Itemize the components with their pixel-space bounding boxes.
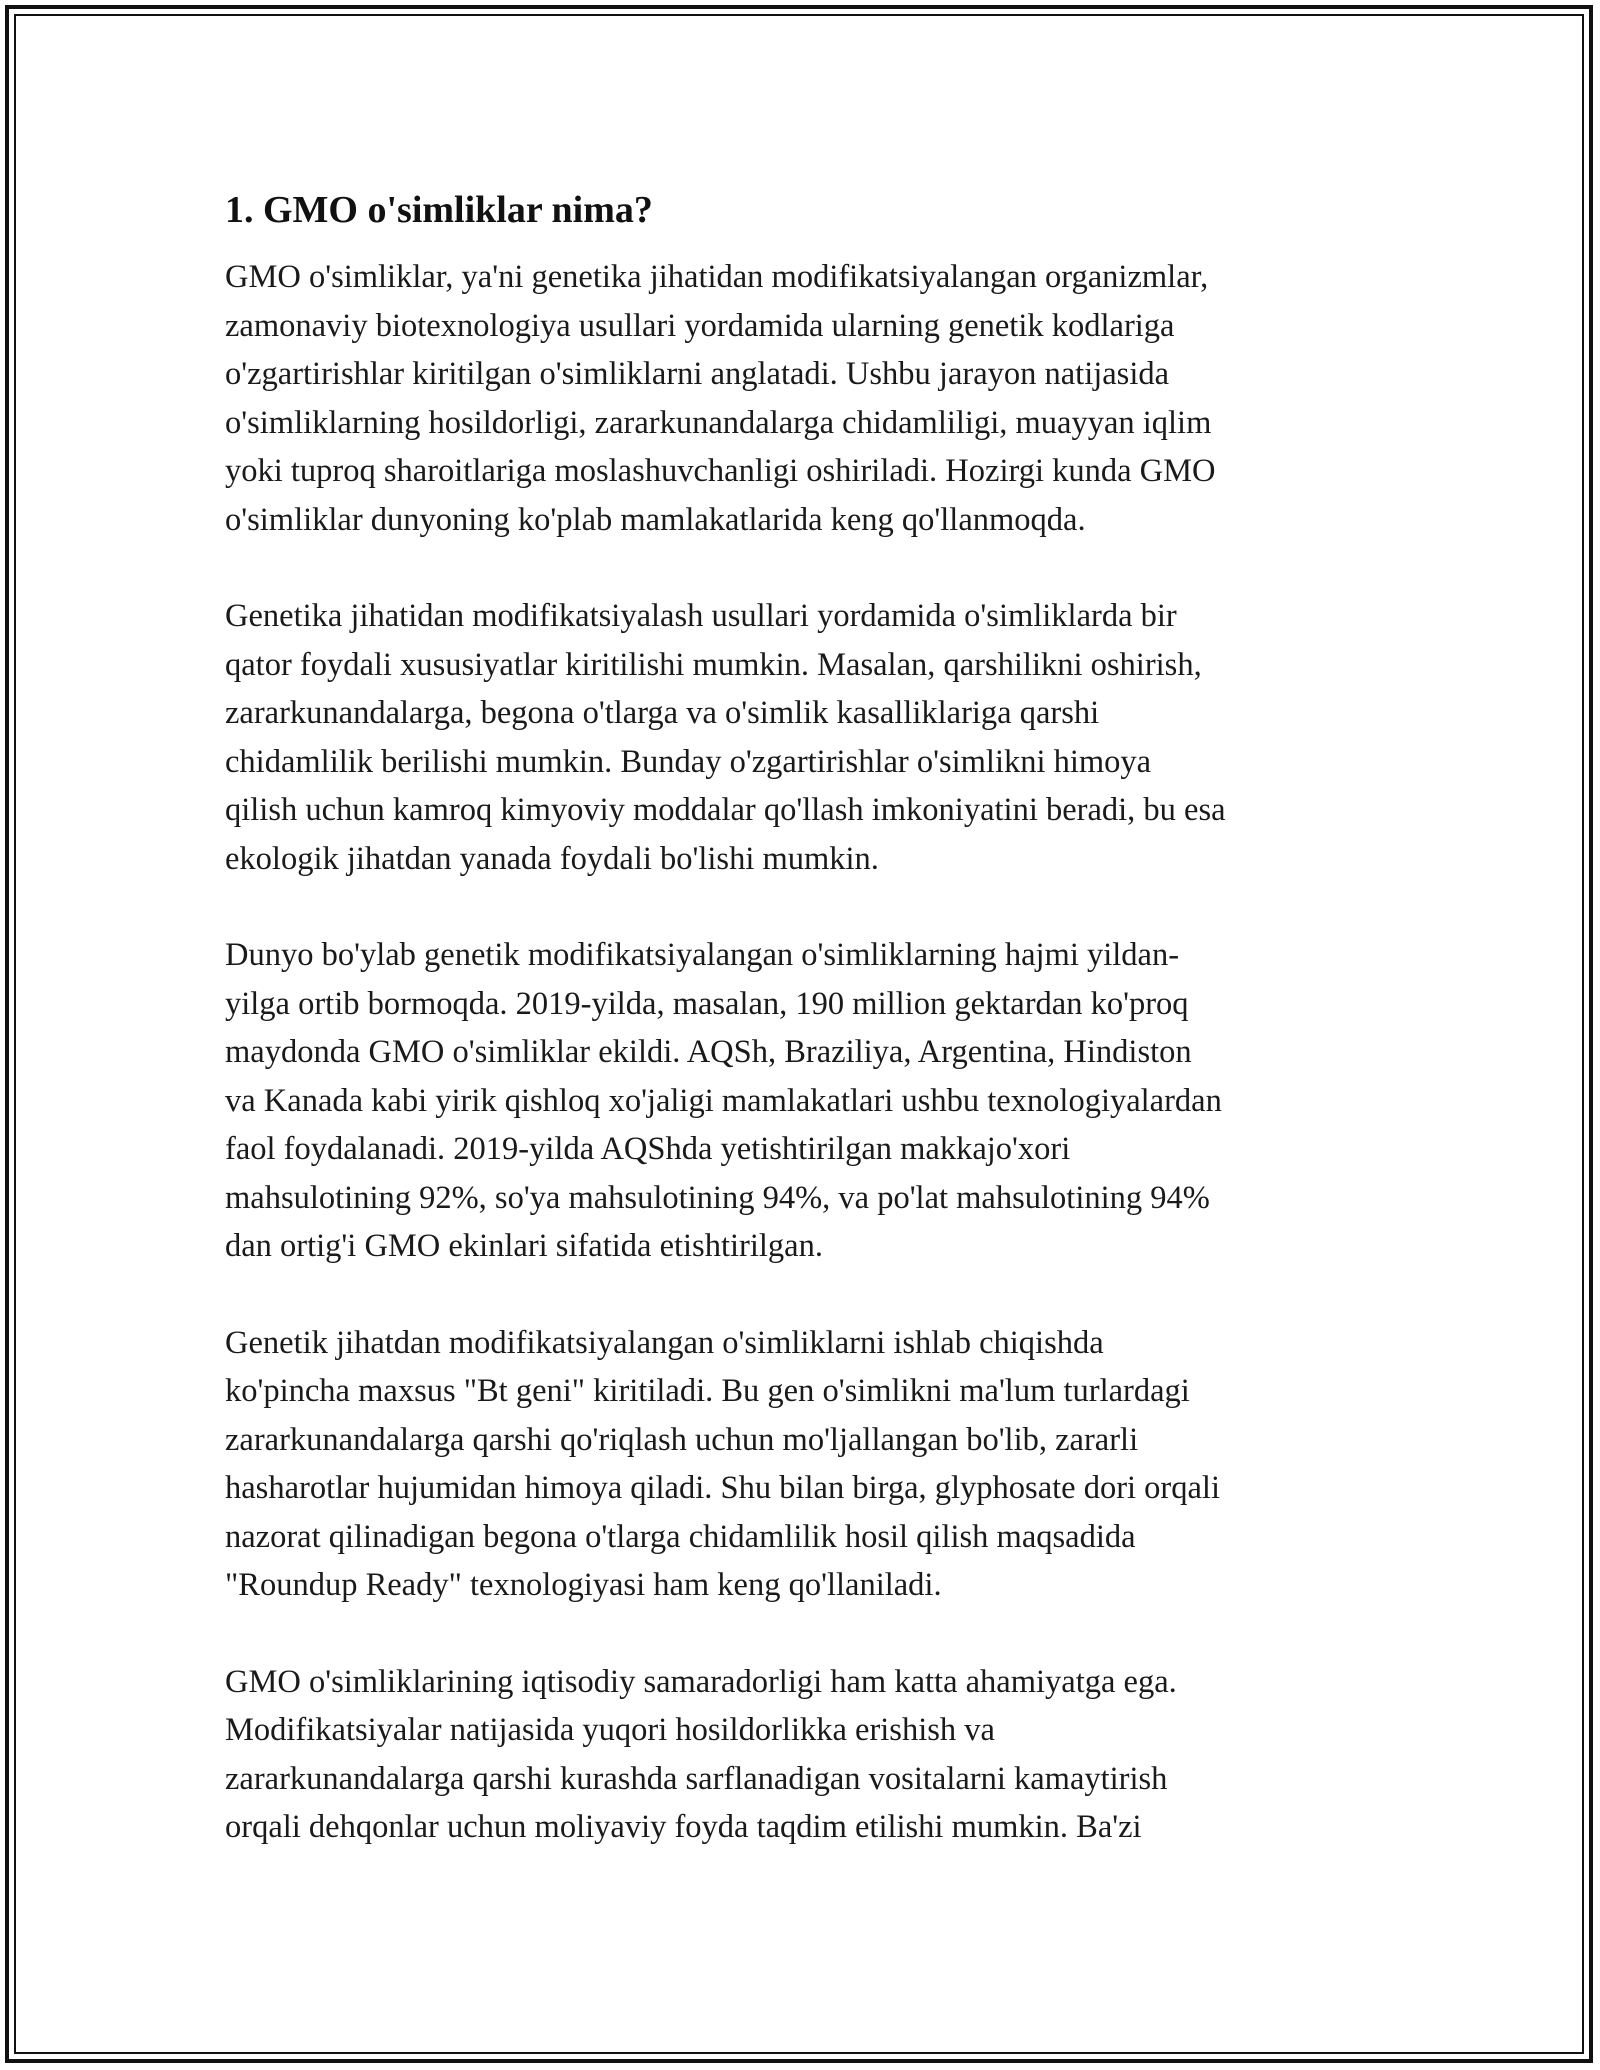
paragraph-line: hasharotlar hujumidan himoya qiladi. Shu bilan birga, glyphosate dori orqali <box>225 1470 1220 1506</box>
paragraph-1 <box>225 253 1375 544</box>
paragraph-line: chidamlilik berilishi mumkin. Bunday o'zgartirishlar o'simlikni himoya <box>225 743 1152 780</box>
paragraph-line: o'zgartirishlar kiritilgan o'simliklarni anglatadi. Ushbu jarayon natijasida <box>225 356 1170 392</box>
paragraph-line: Genetik jihatdan modifikatsiyalangan o'simliklarni ishlab chiqishda <box>225 1324 1104 1361</box>
paragraph-line: faol foydalanadi. 2019-yilda AQShda yetishtirilgan makkajo'xori <box>225 1131 1071 1167</box>
paragraph-line: dan ortig'i GMO ekinlari sifatida etishtirilgan. <box>225 1228 823 1264</box>
paragraph-2 <box>225 592 1375 883</box>
paragraph-line: qilish uchun kamroq kimyoviy moddalar qo'llash imkoniyatini beradi, bu esa <box>225 792 1226 828</box>
paragraph-line: o'simliklarning hosildorligi, zararkunandalarga chidamliligi, muayyan iqlim <box>225 404 1212 441</box>
paragraph-line: zamonaviy biotexnologiya usullari yordamida ularning genetik kodlariga <box>225 307 1175 344</box>
paragraph-line: zararkunandalarga qarshi kurashda sarflanadigan vositalarni kamaytirish <box>225 1760 1168 1797</box>
paragraph-line: GMO o'simliklarining iqtisodiy samaradorligi ham katta ahamiyatga ega. <box>225 1663 1177 1700</box>
section-title: 1. GMO o'simliklar nima? <box>225 189 653 231</box>
paragraph-4 <box>225 1319 1375 1610</box>
paragraph-5 <box>225 1658 1375 1852</box>
paragraph-line: Modifikatsiyalar natijasida yuqori hosildorlikka erishish va <box>225 1712 995 1748</box>
paragraph-line: qator foydali xususiyatlar kiritilishi mumkin. Masalan, qarshilikni oshirish, <box>225 646 1202 683</box>
paragraph-3 <box>225 931 1375 1271</box>
paragraph-line: maydonda GMO o'simliklar ekildi. AQSh, Braziliya, Argentina, Hindiston <box>225 1034 1192 1070</box>
paragraph-line: yoki tuproq sharoitlariga moslashuvchanligi oshiriladi. Hozirgi kunda GMO <box>225 453 1216 489</box>
paragraph-line: ko'pincha maxsus "Bt geni" kiritiladi. Bu gen o'simlikni ma'lum turlardagi <box>225 1373 1190 1409</box>
paragraph-line: o'simliklar dunyoning ko'plab mamlakatlarida keng qo'llanmoqda. <box>225 501 1086 538</box>
paragraph-line: mahsulotining 92%, so'ya mahsulotining 94%, va po'lat mahsulotining 94% <box>225 1179 1210 1216</box>
paragraph-line: "Roundup Ready" texnologiyasi ham keng qo'llaniladi. <box>225 1567 942 1603</box>
paragraph-line: yilga ortib bormoqda. 2019-yilda, masalan, 190 million gektardan ko'proq <box>225 985 1189 1022</box>
paragraph-line: zararkunandalarga, begona o'tlarga va o'simlik kasalliklariga qarshi <box>225 695 1100 731</box>
paragraph-line: Dunyo bo'ylab genetik modifikatsiyalangan o'simliklarning hajmi yildan- <box>225 937 1180 973</box>
paragraph-line: zararkunandalarga qarshi qo'riqlash uchun mo'ljallangan bo'lib, zararli <box>225 1421 1139 1458</box>
paragraph-line: nazorat qilinadigan begona o'tlarga chidamlilik hosil qilish maqsadida <box>225 1518 1136 1555</box>
paragraph-line: Genetika jihatidan modifikatsiyalash usullari yordamida o'simliklarda bir <box>225 598 1177 634</box>
paragraph-line: va Kanada kabi yirik qishloq xo'jaligi mamlakatlari ushbu texnologiyalardan <box>225 1082 1222 1119</box>
paragraph-line: ekologik jihatdan yanada foydali bo'lishi mumkin. <box>225 840 879 877</box>
paragraph-line: orqali dehqonlar uchun moliyaviy foyda taqdim etilishi mumkin. Ba'zi <box>225 1809 1142 1845</box>
document-body <box>225 185 1375 1900</box>
paragraph-line: GMO o'simliklar, ya'ni genetika jihatidan modifikatsiyalangan organizmlar, <box>225 259 1209 295</box>
